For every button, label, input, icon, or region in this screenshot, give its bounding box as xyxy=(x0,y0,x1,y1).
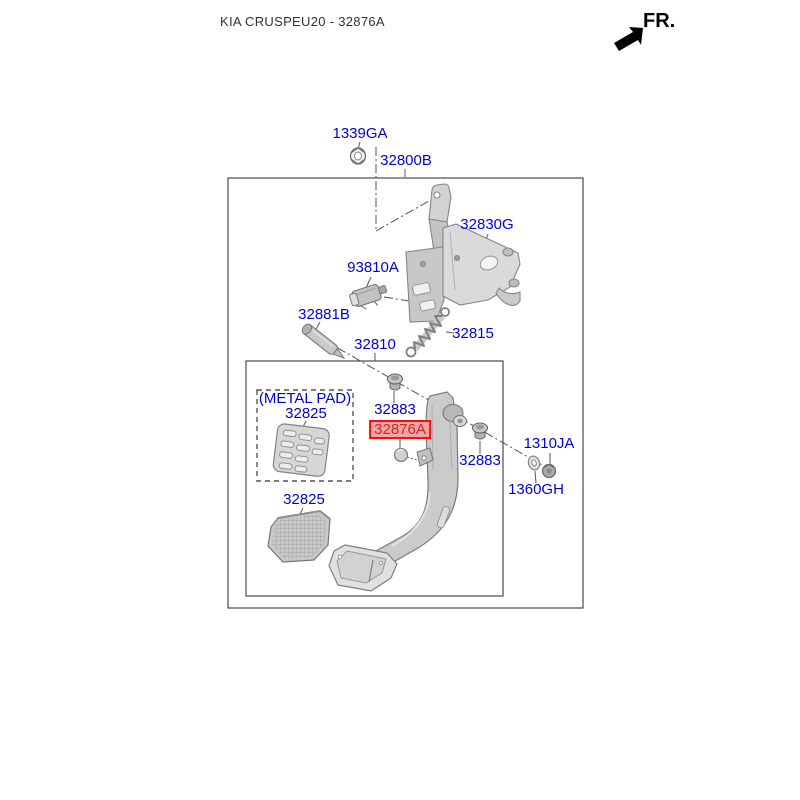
callout-32815[interactable]: 32815 xyxy=(452,325,494,342)
bushing-lower-drawing xyxy=(473,423,488,439)
front-direction-label: FR. xyxy=(643,10,676,32)
washer-drawing xyxy=(527,455,542,472)
callout-32810[interactable]: 32810 xyxy=(354,336,396,353)
mounting-nut-drawing xyxy=(351,148,366,164)
callout-93810A[interactable]: 93810A xyxy=(347,259,399,276)
front-direction-arrow-icon xyxy=(608,24,648,54)
stopper-pin-drawing xyxy=(300,322,347,362)
callout-32881B[interactable]: 32881B xyxy=(298,306,350,323)
callout-1339GA[interactable]: 1339GA xyxy=(332,125,388,142)
callout-32883-lower[interactable]: 32883 xyxy=(459,452,501,469)
pivot-nut-drawing xyxy=(543,465,556,478)
callout-1360GH[interactable]: 1360GH xyxy=(508,481,564,498)
bushing-upper-drawing xyxy=(388,374,403,390)
pedal-stopper-drawing xyxy=(395,449,408,462)
diagram-title: KIA CRUSPEU20 - 32876A xyxy=(220,14,385,29)
stop-lamp-switch-drawing xyxy=(348,282,390,313)
callout-32883-upper[interactable]: 32883 xyxy=(374,401,416,418)
callout-1310JA[interactable]: 1310JA xyxy=(523,435,575,452)
pedal-arm-drawing xyxy=(374,392,467,568)
callout-32825-rubber[interactable]: 32825 xyxy=(283,491,325,508)
rubber-pad-drawing xyxy=(268,511,330,562)
callout-32825-metal[interactable]: 32825 xyxy=(285,405,327,422)
callout-32800B[interactable]: 32800B xyxy=(380,152,432,169)
metal-pad-note: (METAL PAD) xyxy=(258,390,352,407)
callout-32876A-highlighted[interactable]: 32876A xyxy=(369,420,431,439)
metal-pad-drawing xyxy=(273,423,330,477)
callout-32830G[interactable]: 32830G xyxy=(460,216,514,233)
